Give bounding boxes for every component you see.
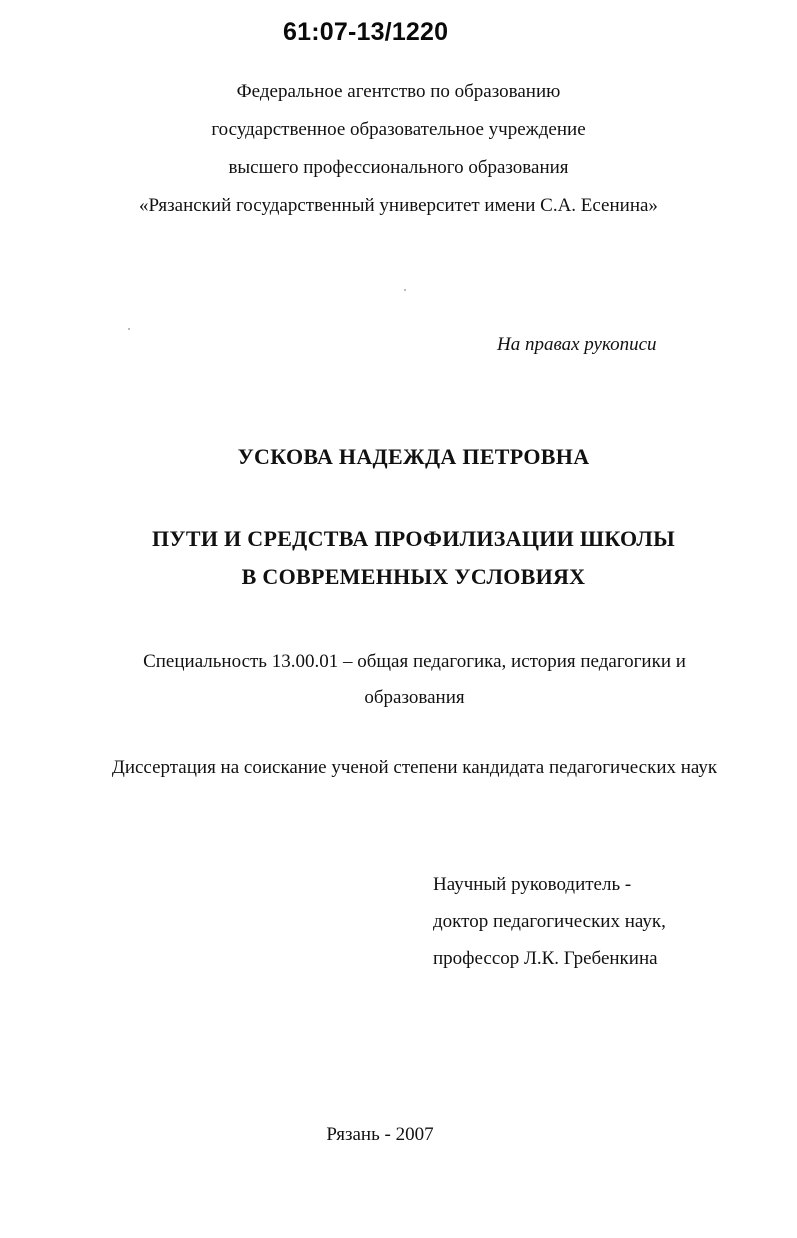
title-line: В СОВРЕМЕННЫХ УСЛОВИЯХ [241,564,586,589]
scientific-supervisor [433,866,666,977]
organization-line: высшего профессионального образования [228,157,569,178]
manuscript-rights-note: На правах рукописи [497,334,657,355]
author-name: УСКОВА НАДЕЖДА ПЕТРОВНА [237,444,590,469]
organization-line: Федеральное агентство по образованию [236,81,561,102]
scan-speck [128,328,130,330]
place-and-year: Рязань - 2007 [326,1124,434,1145]
specialty-line: образования [364,687,465,708]
archive-stamp-code: 61:07-13/1220 [283,18,449,46]
specialty [0,644,797,716]
supervisor-line: доктор педагогических наук, [433,911,666,932]
supervisor-line: Научный руководитель - [433,874,632,895]
title-line: ПУТИ И СРЕДСТВА ПРОФИЛИЗАЦИИ ШКОЛЫ [152,526,675,551]
organization-line: «Рязанский государственный университет имени С.А. Есенина» [139,195,658,216]
organization-header [0,73,797,225]
supervisor-line: профессор Л.К. Гребенкина [433,948,658,969]
dissertation-title [0,520,797,596]
specialty-line: Специальность 13.00.01 – общая педагогика, история педагогики и [143,651,686,672]
organization-line: государственное образовательное учреждение [211,119,586,140]
dissertation-degree: Диссертация на соискание ученой степени кандидата педагогических наук [111,757,718,778]
scan-speck [404,289,406,291]
